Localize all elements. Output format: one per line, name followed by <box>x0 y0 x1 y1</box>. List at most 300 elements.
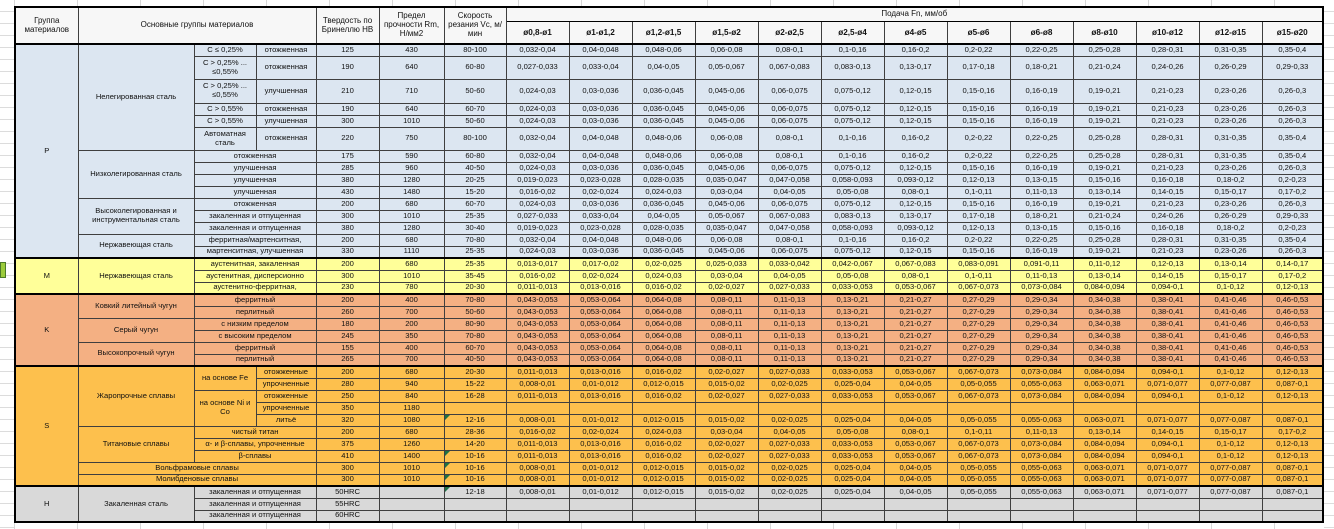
feed-cell-1[interactable] <box>506 402 569 414</box>
feed-cell-5[interactable]: 0,04-0,05 <box>758 426 821 438</box>
feed-cell-3[interactable]: 0,048-0,06 <box>632 44 695 56</box>
feed-cell-13[interactable]: 0,17-0,2 <box>1262 270 1323 282</box>
type-cell[interactable]: перлитный <box>194 306 316 318</box>
feed-cell-12[interactable] <box>1199 402 1262 414</box>
feed-cell-4[interactable]: 0,05-0,067 <box>695 210 758 222</box>
feed-cell-7[interactable]: 0,04-0,05 <box>884 462 947 474</box>
hardness-cell[interactable]: 125 <box>316 44 379 56</box>
feed-cell-2[interactable]: 0,013-0,016 <box>569 282 632 294</box>
feed-cell-3[interactable]: 0,036-0,045 <box>632 79 695 103</box>
feed-cell-4[interactable]: 0,06-0,08 <box>695 150 758 162</box>
feed-cell-10[interactable]: 0,15-0,16 <box>1073 174 1136 186</box>
feed-cell-5[interactable]: 0,02-0,025 <box>758 474 821 486</box>
feed-cell-4[interactable]: 0,015-0,02 <box>695 462 758 474</box>
feed-cell-9[interactable]: 0,29-0,34 <box>1010 342 1073 354</box>
feed-cell-4[interactable]: 0,08-0,11 <box>695 330 758 342</box>
feed-cell-12[interactable]: 0,1-0,12 <box>1199 438 1262 450</box>
feed-cell-8[interactable]: 0,27-0,29 <box>947 306 1010 318</box>
header-feed-d8[interactable]: ø5-ø6 <box>947 21 1010 44</box>
feed-cell-3[interactable]: 0,016-0,02 <box>632 282 695 294</box>
header-feed-d11[interactable]: ø10-ø12 <box>1136 21 1199 44</box>
feed-cell-4[interactable]: 0,045-0,06 <box>695 162 758 174</box>
feed-cell-10[interactable]: 0,13-0,14 <box>1073 270 1136 282</box>
type-cell[interactable]: аустенитная, закаленная <box>194 258 316 270</box>
hardness-cell[interactable]: 380 <box>316 174 379 186</box>
feed-cell-3[interactable]: 0,064-0,08 <box>632 342 695 354</box>
feed-cell-7[interactable]: 0,13-0,17 <box>884 210 947 222</box>
feed-cell-10[interactable]: 0,21-0,24 <box>1073 210 1136 222</box>
feed-cell-11[interactable]: 0,16-0,18 <box>1136 222 1199 234</box>
subgroup-cell[interactable]: Титановые сплавы <box>78 426 194 462</box>
feed-cell-13[interactable] <box>1262 510 1323 522</box>
feed-cell-2[interactable]: 0,03-0,036 <box>569 79 632 103</box>
subgroup-cell[interactable]: Высокопрочный чугун <box>78 342 194 366</box>
speed-cell[interactable]: 10-16 <box>444 462 506 474</box>
hardness-cell[interactable]: 260 <box>316 306 379 318</box>
speed-cell[interactable]: 12-16 <box>444 414 506 426</box>
feed-cell-4[interactable]: 0,045-0,06 <box>695 115 758 127</box>
feed-cell-10[interactable]: 0,063-0,071 <box>1073 462 1136 474</box>
feed-cell-11[interactable]: 0,24-0,26 <box>1136 56 1199 79</box>
group-cell-M[interactable]: M <box>15 258 78 294</box>
feed-cell-5[interactable]: 0,02-0,025 <box>758 486 821 498</box>
feed-cell-10[interactable]: 0,19-0,21 <box>1073 162 1136 174</box>
feed-cell-6[interactable]: 0,033-0,053 <box>821 366 884 378</box>
speed-cell[interactable]: 70-80 <box>444 234 506 246</box>
feed-cell-12[interactable]: 0,23-0,26 <box>1199 198 1262 210</box>
feed-cell-3[interactable] <box>632 402 695 414</box>
strength-cell[interactable] <box>379 498 444 510</box>
feed-cell-13[interactable]: 0,087-0,1 <box>1262 378 1323 390</box>
feed-cell-5[interactable]: 0,11-0,13 <box>758 342 821 354</box>
hardness-cell[interactable]: 300 <box>316 462 379 474</box>
header-feed-d3[interactable]: ø1,2-ø1,5 <box>632 21 695 44</box>
feed-cell-10[interactable]: 0,084-0,094 <box>1073 450 1136 462</box>
type-cell[interactable]: C ≤ 0,25% <box>194 44 256 56</box>
feed-cell-9[interactable]: 0,073-0,084 <box>1010 438 1073 450</box>
strength-cell[interactable]: 780 <box>379 282 444 294</box>
strength-cell[interactable]: 680 <box>379 234 444 246</box>
feed-cell-13[interactable]: 0,35-0,4 <box>1262 44 1323 56</box>
hardness-cell[interactable]: 55HRC <box>316 498 379 510</box>
strength-cell[interactable]: 200 <box>379 318 444 330</box>
feed-cell-2[interactable]: 0,053-0,064 <box>569 306 632 318</box>
feed-cell-10[interactable]: 0,19-0,21 <box>1073 246 1136 258</box>
feed-cell-10[interactable]: 0,084-0,094 <box>1073 390 1136 402</box>
hardness-cell[interactable]: 200 <box>316 426 379 438</box>
feed-cell-12[interactable] <box>1199 510 1262 522</box>
feed-cell-10[interactable]: 0,063-0,071 <box>1073 486 1136 498</box>
feed-cell-6[interactable]: 0,1-0,16 <box>821 234 884 246</box>
speed-cell[interactable]: 80-90 <box>444 318 506 330</box>
group-cell-S[interactable]: S <box>15 366 78 486</box>
feed-cell-13[interactable]: 0,26-0,3 <box>1262 198 1323 210</box>
feed-cell-8[interactable]: 0,15-0,16 <box>947 103 1010 115</box>
feed-cell-12[interactable]: 0,077-0,087 <box>1199 474 1262 486</box>
feed-cell-7[interactable]: 0,12-0,15 <box>884 103 947 115</box>
feed-cell-2[interactable]: 0,01-0,012 <box>569 378 632 390</box>
feed-cell-6[interactable]: 0,13-0,21 <box>821 318 884 330</box>
feed-cell-8[interactable]: 0,15-0,16 <box>947 198 1010 210</box>
feed-cell-4[interactable]: 0,06-0,08 <box>695 44 758 56</box>
feed-cell-1[interactable]: 0,024-0,03 <box>506 115 569 127</box>
strength-cell[interactable] <box>379 486 444 498</box>
feed-cell-9[interactable]: 0,073-0,084 <box>1010 450 1073 462</box>
strength-cell[interactable]: 700 <box>379 354 444 366</box>
feed-cell-10[interactable]: 0,34-0,38 <box>1073 342 1136 354</box>
feed-cell-1[interactable]: 0,008-0,01 <box>506 414 569 426</box>
subgroup-cell[interactable]: Жаропрочные сплавы <box>78 366 194 426</box>
feed-cell-5[interactable]: 0,02-0,025 <box>758 378 821 390</box>
feed-cell-3[interactable]: 0,064-0,08 <box>632 354 695 366</box>
feed-cell-4[interactable]: 0,015-0,02 <box>695 486 758 498</box>
feed-cell-10[interactable]: 0,19-0,21 <box>1073 103 1136 115</box>
feed-cell-9[interactable] <box>1010 402 1073 414</box>
feed-cell-12[interactable]: 0,26-0,29 <box>1199 56 1262 79</box>
feed-cell-13[interactable]: 0,26-0,3 <box>1262 115 1323 127</box>
feed-cell-3[interactable]: 0,024-0,03 <box>632 426 695 438</box>
feed-cell-13[interactable]: 0,46-0,53 <box>1262 342 1323 354</box>
feed-cell-13[interactable]: 0,26-0,3 <box>1262 79 1323 103</box>
feed-cell-6[interactable] <box>821 498 884 510</box>
feed-cell-10[interactable]: 0,15-0,16 <box>1073 222 1136 234</box>
feed-cell-2[interactable]: 0,02-0,024 <box>569 426 632 438</box>
feed-cell-2[interactable]: 0,023-0,028 <box>569 222 632 234</box>
feed-cell-6[interactable]: 0,083-0,13 <box>821 210 884 222</box>
feed-cell-11[interactable]: 0,28-0,31 <box>1136 44 1199 56</box>
feed-cell-13[interactable]: 0,2-0,23 <box>1262 222 1323 234</box>
feed-cell-4[interactable]: 0,045-0,06 <box>695 79 758 103</box>
feed-cell-5[interactable] <box>758 402 821 414</box>
hardness-cell[interactable]: 190 <box>316 56 379 79</box>
feed-cell-12[interactable]: 0,31-0,35 <box>1199 150 1262 162</box>
feed-cell-13[interactable]: 0,12-0,13 <box>1262 282 1323 294</box>
feed-cell-6[interactable]: 0,075-0,12 <box>821 198 884 210</box>
strength-cell[interactable]: 700 <box>379 306 444 318</box>
speed-cell[interactable]: 20-30 <box>444 282 506 294</box>
hardness-cell[interactable]: 200 <box>316 198 379 210</box>
feed-cell-12[interactable]: 0,15-0,17 <box>1199 270 1262 282</box>
feed-cell-6[interactable]: 0,13-0,21 <box>821 330 884 342</box>
feed-cell-5[interactable] <box>758 510 821 522</box>
feed-cell-4[interactable]: 0,045-0,06 <box>695 103 758 115</box>
feed-cell-1[interactable]: 0,032-0,04 <box>506 234 569 246</box>
feed-cell-13[interactable]: 0,17-0,2 <box>1262 186 1323 198</box>
feed-cell-2[interactable]: 0,03-0,036 <box>569 115 632 127</box>
type-cell[interactable]: β-сплавы <box>194 450 316 462</box>
feed-cell-9[interactable]: 0,29-0,34 <box>1010 354 1073 366</box>
feed-cell-5[interactable]: 0,06-0,075 <box>758 79 821 103</box>
feed-cell-9[interactable]: 0,16-0,19 <box>1010 115 1073 127</box>
speed-cell[interactable]: 15-22 <box>444 378 506 390</box>
header-feed[interactable]: Подача Fn, мм/об <box>506 7 1323 21</box>
feed-cell-11[interactable]: 0,28-0,31 <box>1136 150 1199 162</box>
feed-cell-8[interactable]: 0,05-0,055 <box>947 462 1010 474</box>
feed-cell-1[interactable]: 0,027-0,033 <box>506 56 569 79</box>
feed-cell-10[interactable]: 0,34-0,38 <box>1073 294 1136 306</box>
feed-cell-12[interactable]: 0,31-0,35 <box>1199 127 1262 150</box>
strength-cell[interactable]: 1280 <box>379 222 444 234</box>
feed-cell-7[interactable]: 0,053-0,067 <box>884 366 947 378</box>
feed-cell-13[interactable]: 0,26-0,3 <box>1262 103 1323 115</box>
hardness-cell[interactable]: 200 <box>316 294 379 306</box>
feed-cell-9[interactable]: 0,29-0,34 <box>1010 294 1073 306</box>
feed-cell-9[interactable] <box>1010 498 1073 510</box>
feed-cell-3[interactable]: 0,064-0,08 <box>632 306 695 318</box>
feed-cell-9[interactable]: 0,055-0,063 <box>1010 414 1073 426</box>
header-feed-d6[interactable]: ø2,5-ø4 <box>821 21 884 44</box>
feed-cell-12[interactable]: 0,26-0,29 <box>1199 210 1262 222</box>
feed-cell-2[interactable]: 0,01-0,012 <box>569 414 632 426</box>
feed-cell-4[interactable]: 0,015-0,02 <box>695 474 758 486</box>
feed-cell-5[interactable] <box>758 498 821 510</box>
feed-cell-5[interactable]: 0,047-0,058 <box>758 222 821 234</box>
feed-cell-2[interactable]: 0,04-0,048 <box>569 234 632 246</box>
feed-cell-6[interactable]: 0,025-0,04 <box>821 462 884 474</box>
feed-cell-1[interactable]: 0,032-0,04 <box>506 150 569 162</box>
feed-cell-1[interactable]: 0,024-0,03 <box>506 198 569 210</box>
feed-cell-12[interactable]: 0,41-0,46 <box>1199 330 1262 342</box>
feed-cell-9[interactable]: 0,13-0,15 <box>1010 174 1073 186</box>
strength-cell[interactable]: 400 <box>379 342 444 354</box>
feed-cell-7[interactable] <box>884 498 947 510</box>
strength-cell[interactable]: 750 <box>379 127 444 150</box>
feed-cell-5[interactable]: 0,067-0,083 <box>758 210 821 222</box>
group-cell-P[interactable]: P <box>15 44 78 258</box>
type-cell[interactable]: перлитный <box>194 354 316 366</box>
speed-cell[interactable]: 10-16 <box>444 474 506 486</box>
feed-cell-10[interactable]: 0,19-0,21 <box>1073 115 1136 127</box>
feed-cell-10[interactable]: 0,25-0,28 <box>1073 150 1136 162</box>
feed-cell-5[interactable]: 0,027-0,033 <box>758 390 821 402</box>
feed-cell-11[interactable]: 0,38-0,41 <box>1136 294 1199 306</box>
feed-cell-7[interactable]: 0,08-0,1 <box>884 426 947 438</box>
hardness-cell[interactable]: 300 <box>316 270 379 282</box>
feed-cell-3[interactable]: 0,016-0,02 <box>632 438 695 450</box>
speed-cell[interactable]: 16-28 <box>444 390 506 402</box>
speed-cell[interactable]: 60-80 <box>444 56 506 79</box>
feed-cell-8[interactable]: 0,05-0,055 <box>947 474 1010 486</box>
speed-cell[interactable]: 70-80 <box>444 330 506 342</box>
hardness-cell[interactable]: 210 <box>316 79 379 103</box>
feed-cell-3[interactable] <box>632 498 695 510</box>
feed-cell-5[interactable]: 0,027-0,033 <box>758 438 821 450</box>
feed-cell-6[interactable]: 0,058-0,093 <box>821 174 884 186</box>
feed-cell-13[interactable]: 0,46-0,53 <box>1262 294 1323 306</box>
feed-cell-9[interactable]: 0,22-0,25 <box>1010 150 1073 162</box>
feed-cell-13[interactable]: 0,087-0,1 <box>1262 486 1323 498</box>
feed-cell-9[interactable]: 0,16-0,19 <box>1010 162 1073 174</box>
hardness-cell[interactable]: 320 <box>316 414 379 426</box>
feed-cell-4[interactable]: 0,02-0,027 <box>695 282 758 294</box>
strength-cell[interactable]: 1260 <box>379 438 444 450</box>
feed-cell-5[interactable]: 0,067-0,083 <box>758 56 821 79</box>
feed-cell-3[interactable]: 0,012-0,015 <box>632 414 695 426</box>
feed-cell-8[interactable]: 0,083-0,091 <box>947 258 1010 270</box>
feed-cell-10[interactable]: 0,25-0,28 <box>1073 234 1136 246</box>
feed-cell-8[interactable]: 0,27-0,29 <box>947 294 1010 306</box>
feed-cell-1[interactable]: 0,008-0,01 <box>506 474 569 486</box>
feed-cell-5[interactable]: 0,08-0,1 <box>758 234 821 246</box>
feed-cell-9[interactable]: 0,29-0,34 <box>1010 306 1073 318</box>
feed-cell-4[interactable] <box>695 498 758 510</box>
feed-cell-8[interactable]: 0,067-0,073 <box>947 438 1010 450</box>
feed-cell-10[interactable]: 0,084-0,094 <box>1073 282 1136 294</box>
feed-cell-11[interactable] <box>1136 402 1199 414</box>
feed-cell-12[interactable]: 0,31-0,35 <box>1199 234 1262 246</box>
type-cell[interactable]: улучшенная <box>194 162 316 174</box>
feed-cell-2[interactable]: 0,053-0,064 <box>569 294 632 306</box>
header-feed-d13[interactable]: ø15-ø20 <box>1262 21 1323 44</box>
feed-cell-5[interactable]: 0,11-0,13 <box>758 330 821 342</box>
strength-cell[interactable]: 680 <box>379 258 444 270</box>
feed-cell-1[interactable]: 0,008-0,01 <box>506 378 569 390</box>
feed-cell-5[interactable]: 0,11-0,13 <box>758 318 821 330</box>
feed-cell-10[interactable]: 0,19-0,21 <box>1073 79 1136 103</box>
subgroup-cell[interactable]: Низколегированная сталь <box>78 150 194 198</box>
feed-cell-3[interactable]: 0,036-0,045 <box>632 162 695 174</box>
feed-cell-2[interactable]: 0,033-0,04 <box>569 210 632 222</box>
feed-cell-5[interactable]: 0,11-0,13 <box>758 306 821 318</box>
feed-cell-6[interactable]: 0,083-0,13 <box>821 56 884 79</box>
feed-cell-4[interactable]: 0,045-0,06 <box>695 198 758 210</box>
strength-cell[interactable]: 1180 <box>379 402 444 414</box>
feed-cell-6[interactable]: 0,075-0,12 <box>821 115 884 127</box>
type-cell[interactable]: аустенитно-ферритная, <box>194 282 316 294</box>
header-feed-d4[interactable]: ø1,5-ø2 <box>695 21 758 44</box>
hardness-cell[interactable]: 200 <box>316 234 379 246</box>
speed-cell[interactable]: 70-80 <box>444 294 506 306</box>
feed-cell-5[interactable]: 0,11-0,13 <box>758 294 821 306</box>
feed-cell-11[interactable]: 0,094-0,1 <box>1136 390 1199 402</box>
feed-cell-6[interactable]: 0,042-0,067 <box>821 258 884 270</box>
subgroup-cell[interactable]: Нержавеющая сталь <box>78 258 194 294</box>
feed-cell-8[interactable]: 0,12-0,13 <box>947 174 1010 186</box>
speed-cell[interactable]: 14-20 <box>444 438 506 450</box>
type-cell[interactable]: отожженная <box>194 198 316 210</box>
feed-cell-3[interactable]: 0,012-0,015 <box>632 486 695 498</box>
feed-cell-3[interactable]: 0,064-0,08 <box>632 294 695 306</box>
feed-cell-12[interactable]: 0,41-0,46 <box>1199 354 1262 366</box>
strength-cell[interactable]: 1080 <box>379 414 444 426</box>
feed-cell-10[interactable] <box>1073 510 1136 522</box>
feed-cell-11[interactable]: 0,16-0,18 <box>1136 174 1199 186</box>
feed-cell-5[interactable]: 0,027-0,033 <box>758 450 821 462</box>
header-feed-d1[interactable]: ø0,8-ø1 <box>506 21 569 44</box>
feed-cell-8[interactable]: 0,067-0,073 <box>947 390 1010 402</box>
feed-cell-13[interactable]: 0,26-0,3 <box>1262 162 1323 174</box>
strength-cell[interactable]: 1280 <box>379 174 444 186</box>
feed-cell-3[interactable]: 0,036-0,045 <box>632 103 695 115</box>
feed-cell-5[interactable]: 0,027-0,033 <box>758 366 821 378</box>
subgroup-cell[interactable]: Нержавеющая сталь <box>78 234 194 258</box>
strength-cell[interactable]: 940 <box>379 378 444 390</box>
feed-cell-9[interactable]: 0,29-0,34 <box>1010 330 1073 342</box>
speed-cell[interactable] <box>444 510 506 522</box>
feed-cell-13[interactable]: 0,087-0,1 <box>1262 462 1323 474</box>
feed-cell-6[interactable]: 0,075-0,12 <box>821 246 884 258</box>
strength-cell[interactable]: 960 <box>379 162 444 174</box>
feed-cell-3[interactable]: 0,024-0,03 <box>632 186 695 198</box>
speed-cell[interactable]: 50-60 <box>444 115 506 127</box>
feed-cell-8[interactable] <box>947 498 1010 510</box>
feed-cell-12[interactable]: 0,23-0,26 <box>1199 103 1262 115</box>
hardness-cell[interactable]: 250 <box>316 390 379 402</box>
feed-cell-6[interactable]: 0,13-0,21 <box>821 306 884 318</box>
feed-cell-7[interactable]: 0,12-0,15 <box>884 198 947 210</box>
feed-cell-13[interactable]: 0,35-0,4 <box>1262 234 1323 246</box>
strength-cell[interactable]: 1010 <box>379 210 444 222</box>
feed-cell-12[interactable]: 0,077-0,087 <box>1199 462 1262 474</box>
feed-cell-4[interactable]: 0,02-0,027 <box>695 390 758 402</box>
feed-cell-6[interactable]: 0,13-0,21 <box>821 294 884 306</box>
feed-cell-3[interactable]: 0,036-0,045 <box>632 115 695 127</box>
feed-cell-5[interactable]: 0,02-0,025 <box>758 462 821 474</box>
type-cell[interactable]: отожженная <box>194 150 316 162</box>
feed-cell-10[interactable]: 0,13-0,14 <box>1073 426 1136 438</box>
type-cell[interactable]: чистый титан <box>194 426 316 438</box>
feed-cell-10[interactable] <box>1073 498 1136 510</box>
feed-cell-13[interactable]: 0,17-0,2 <box>1262 426 1323 438</box>
speed-cell[interactable]: 25-35 <box>444 258 506 270</box>
feed-cell-6[interactable]: 0,075-0,12 <box>821 162 884 174</box>
feed-cell-13[interactable]: 0,087-0,1 <box>1262 474 1323 486</box>
feed-cell-1[interactable]: 0,008-0,01 <box>506 462 569 474</box>
feed-cell-12[interactable]: 0,15-0,17 <box>1199 426 1262 438</box>
feed-cell-7[interactable]: 0,21-0,27 <box>884 294 947 306</box>
feed-cell-3[interactable]: 0,016-0,02 <box>632 390 695 402</box>
feed-cell-1[interactable]: 0,043-0,053 <box>506 318 569 330</box>
feed-cell-6[interactable] <box>821 510 884 522</box>
feed-cell-3[interactable] <box>632 510 695 522</box>
feed-cell-8[interactable]: 0,27-0,29 <box>947 354 1010 366</box>
feed-cell-11[interactable]: 0,094-0,1 <box>1136 438 1199 450</box>
feed-cell-9[interactable]: 0,055-0,063 <box>1010 474 1073 486</box>
feed-cell-6[interactable]: 0,1-0,16 <box>821 150 884 162</box>
feed-cell-11[interactable]: 0,38-0,41 <box>1136 354 1199 366</box>
type-cell[interactable]: Автоматная сталь <box>194 127 256 150</box>
feed-cell-8[interactable] <box>947 510 1010 522</box>
feed-cell-12[interactable]: 0,1-0,12 <box>1199 390 1262 402</box>
feed-cell-8[interactable]: 0,15-0,16 <box>947 246 1010 258</box>
feed-cell-3[interactable]: 0,012-0,015 <box>632 474 695 486</box>
feed-cell-4[interactable]: 0,08-0,11 <box>695 318 758 330</box>
strength-cell[interactable]: 680 <box>379 198 444 210</box>
feed-cell-10[interactable]: 0,25-0,28 <box>1073 44 1136 56</box>
feed-cell-8[interactable]: 0,27-0,29 <box>947 318 1010 330</box>
header-feed-d12[interactable]: ø12-ø15 <box>1199 21 1262 44</box>
header-feed-d9[interactable]: ø6-ø8 <box>1010 21 1073 44</box>
feed-cell-13[interactable]: 0,29-0,33 <box>1262 56 1323 79</box>
feed-cell-4[interactable]: 0,03-0,04 <box>695 270 758 282</box>
strength-cell[interactable]: 840 <box>379 390 444 402</box>
feed-cell-2[interactable]: 0,01-0,012 <box>569 462 632 474</box>
hardness-cell[interactable]: 50HRC <box>316 486 379 498</box>
feed-cell-4[interactable]: 0,025-0,033 <box>695 258 758 270</box>
feed-cell-6[interactable]: 0,033-0,053 <box>821 450 884 462</box>
feed-cell-4[interactable]: 0,035-0,047 <box>695 222 758 234</box>
feed-cell-1[interactable]: 0,011-0,013 <box>506 450 569 462</box>
type-cell[interactable]: на основе Fe <box>194 366 256 390</box>
feed-cell-4[interactable]: 0,08-0,11 <box>695 294 758 306</box>
feed-cell-6[interactable] <box>821 402 884 414</box>
speed-cell[interactable]: 50-60 <box>444 79 506 103</box>
treatment-cell[interactable]: упрочненные <box>256 378 316 390</box>
feed-cell-1[interactable]: 0,043-0,053 <box>506 294 569 306</box>
feed-cell-3[interactable]: 0,036-0,045 <box>632 246 695 258</box>
strength-cell[interactable] <box>379 510 444 522</box>
hardness-cell[interactable]: 375 <box>316 438 379 450</box>
